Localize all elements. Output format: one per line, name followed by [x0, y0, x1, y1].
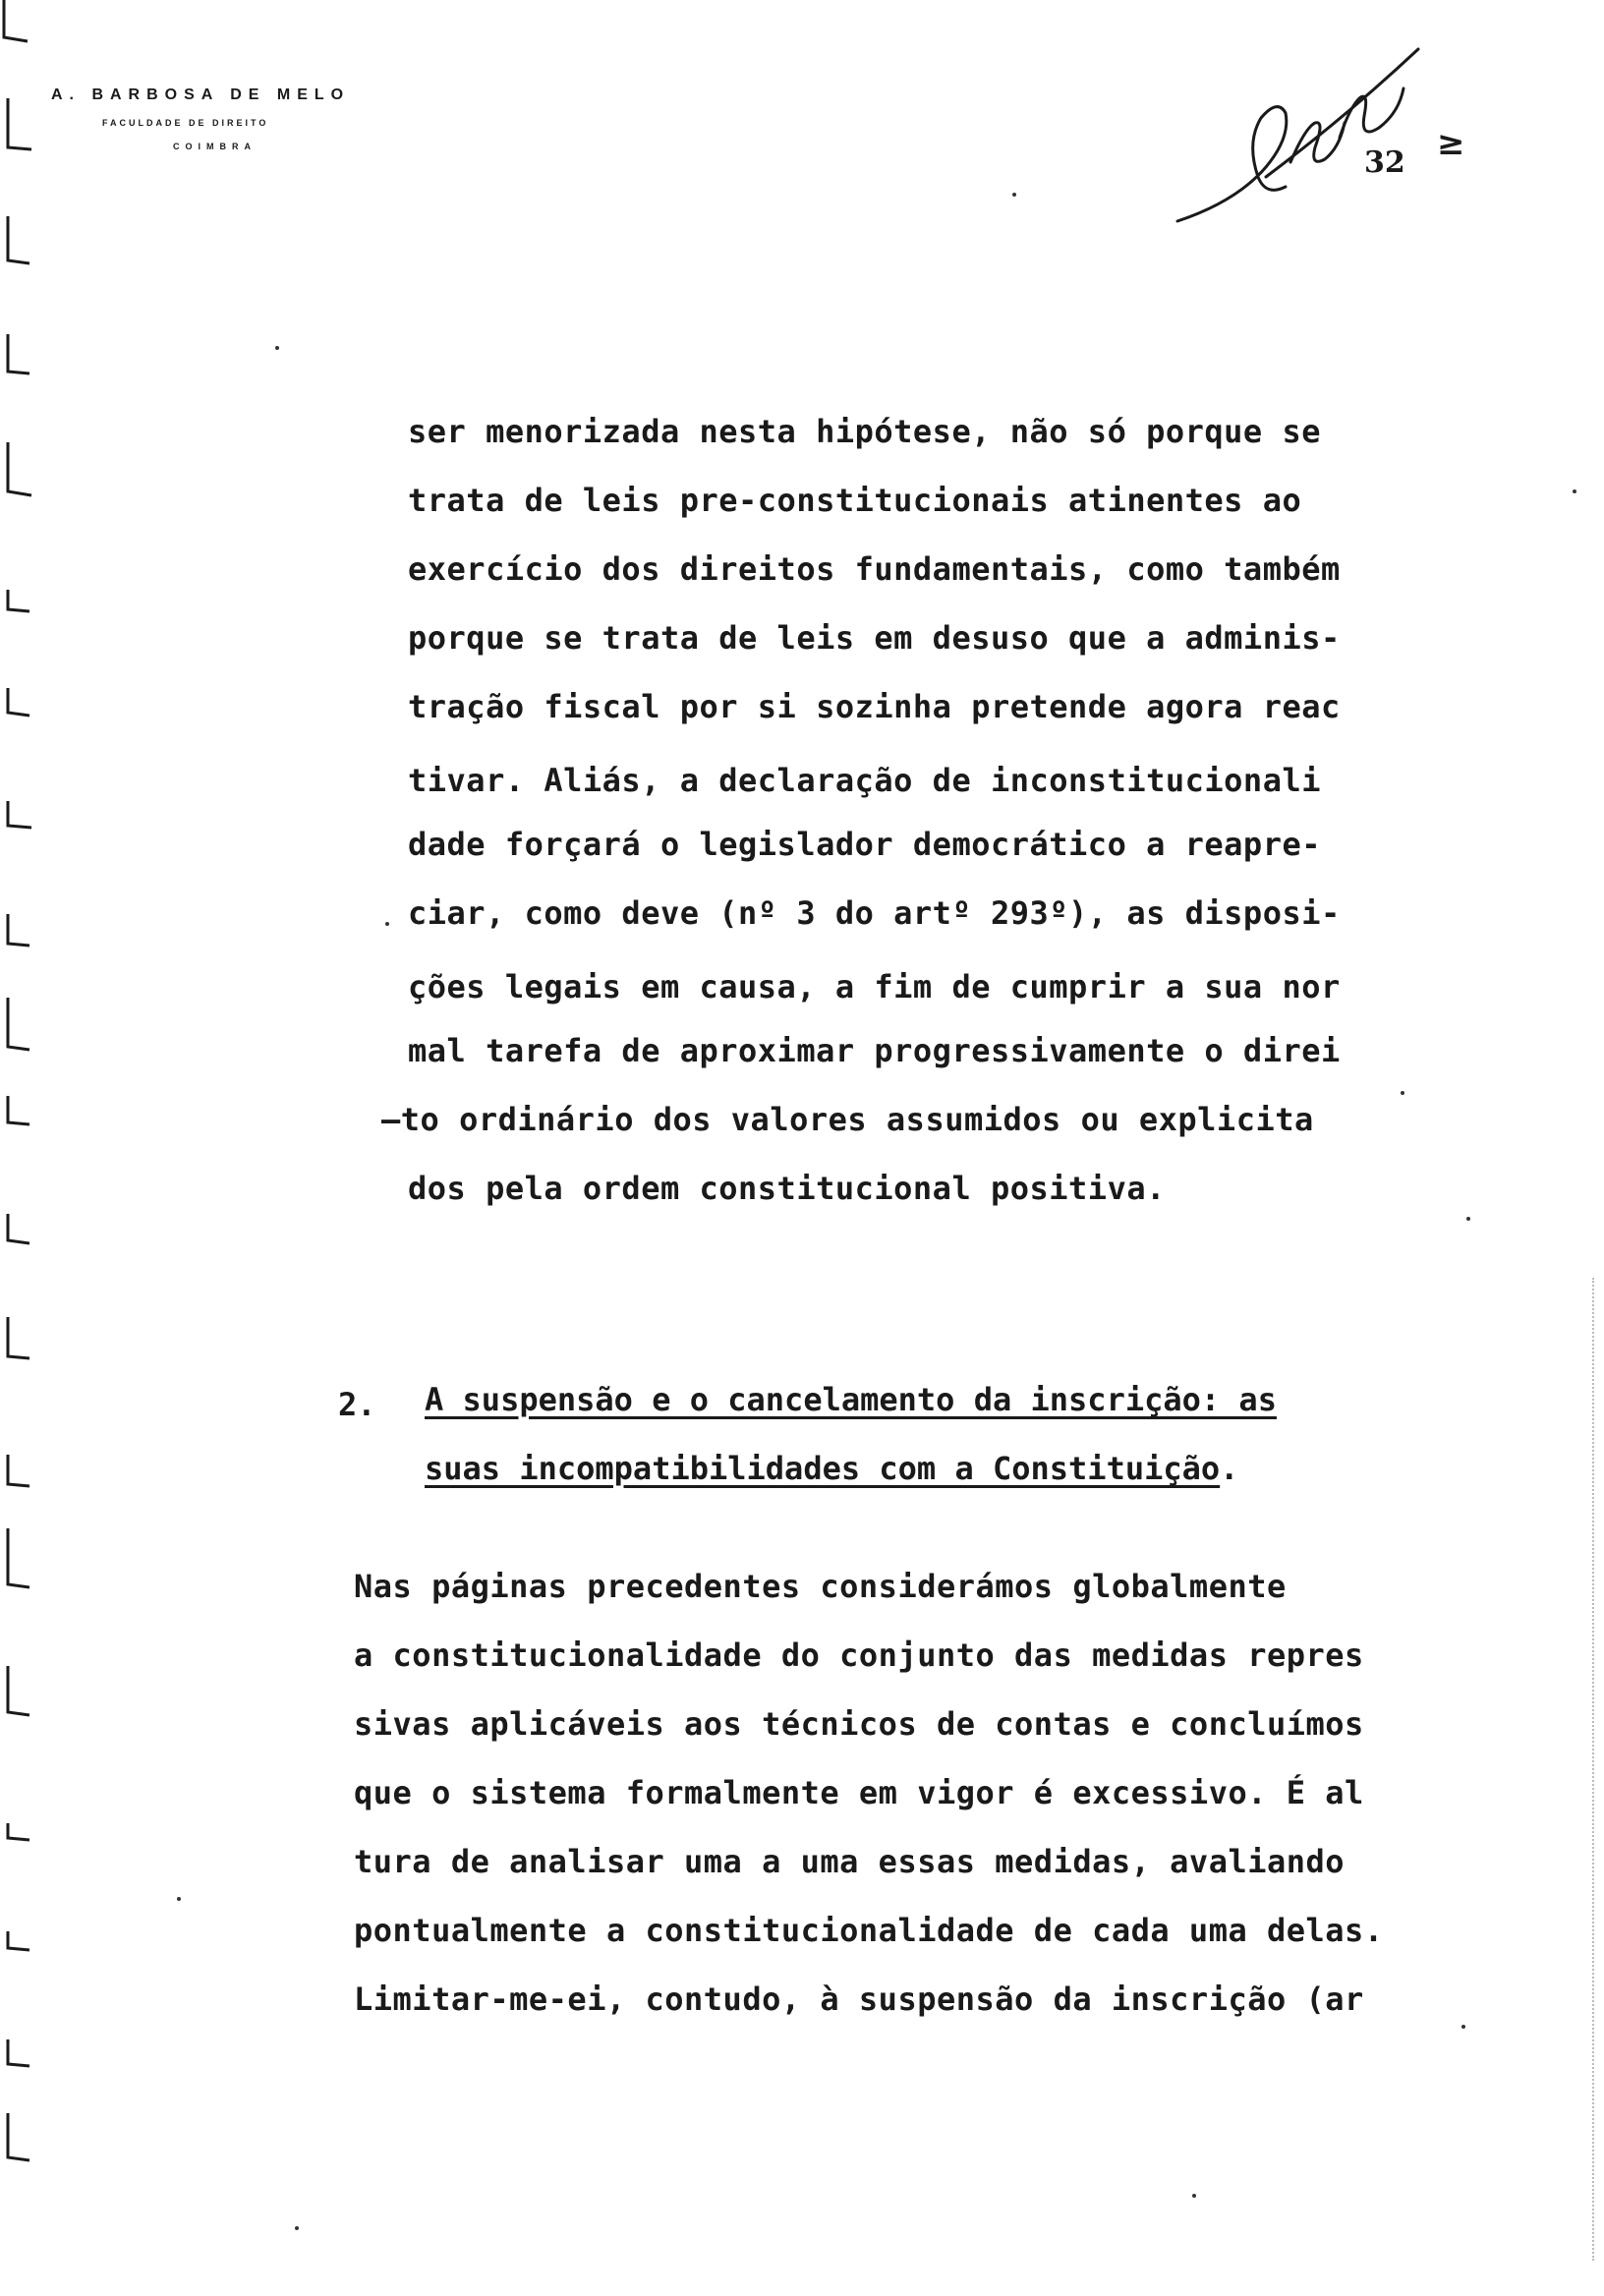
text-line: tração fiscal por si sozinha pretende agora reac	[408, 688, 1341, 725]
text-line: tivar. Aliás, a declaração de inconstitucionali	[408, 762, 1321, 799]
scan-speck	[385, 922, 389, 926]
text-line: tura de analisar uma a uma essas medidas, avaliando	[354, 1843, 1346, 1880]
text-line: porque se trata de leis em desuso que a adminis-	[408, 619, 1341, 657]
section-heading-text: suas incompatibilidades com a Constituição	[425, 1450, 1221, 1487]
page-number: 32	[1364, 145, 1405, 180]
letterhead	[51, 86, 350, 151]
letterhead-faculty: FACULDADE DE DIREITO	[102, 118, 269, 128]
text-line: mal tarefa de aproximar progressivamente o direi	[408, 1032, 1341, 1069]
section-heading-text: A suspensão e o cancelamento da inscrição: as	[425, 1381, 1277, 1418]
scan-speck	[1461, 2025, 1465, 2029]
scan-speck	[1012, 193, 1016, 197]
text-line: Nas páginas precedentes considerámos globalmente	[354, 1568, 1287, 1605]
scan-speck	[275, 346, 279, 350]
text-line: ciar, como deve (nº 3 do artº 293º), as disposi-	[408, 894, 1341, 932]
section-heading-line-2	[425, 1450, 1238, 1487]
scan-speck	[177, 1897, 181, 1901]
scan-speck	[1573, 489, 1576, 493]
signature-image	[1168, 29, 1423, 236]
letterhead-city: COIMBRA	[173, 142, 257, 151]
text-line: dade forçará o legislador democrático a reapre-	[408, 826, 1321, 863]
text-line: pontualmente a constitucionalidade de cada uma delas.	[354, 1912, 1384, 1949]
section-heading-end: .	[1220, 1450, 1239, 1487]
text-line: ser menorizada nesta hipótese, não só porque se	[408, 413, 1321, 450]
text-line: a constitucionalidade do conjunto das medidas repres	[354, 1636, 1364, 1674]
section-heading-line-1	[425, 1381, 1277, 1418]
text-line: sivas aplicáveis aos técnicos de contas e concluímos	[354, 1705, 1364, 1743]
margin-binding-marks	[0, 0, 39, 2296]
page-mark: ≥	[1437, 124, 1465, 163]
text-line: Limitar-me-ei, contudo, à suspensão da inscrição (ar	[354, 1980, 1364, 2018]
text-line: dos pela ordem constitucional positiva.	[408, 1170, 1166, 1207]
scan-speck	[295, 2226, 299, 2230]
scan-speck	[1192, 2194, 1196, 2198]
scan-speck	[1401, 1091, 1404, 1095]
section-number: 2.	[338, 1386, 376, 1423]
text-line: que o sistema formalmente em vigor é excessivo. É al	[354, 1774, 1364, 1811]
text-line: exercício dos direitos fundamentais, como também	[408, 550, 1341, 588]
letterhead-name: A. BARBOSA DE MELO	[51, 86, 351, 103]
scan-edge	[1592, 1278, 1596, 2261]
text-line: trata de leis pre-constitucionais atinentes ao	[408, 482, 1302, 519]
text-line: —to ordinário dos valores assumidos ou explicita	[381, 1101, 1314, 1138]
text-line: ções legais em causa, a fim de cumprir a sua nor	[408, 968, 1341, 1005]
scan-speck	[1466, 1217, 1470, 1221]
